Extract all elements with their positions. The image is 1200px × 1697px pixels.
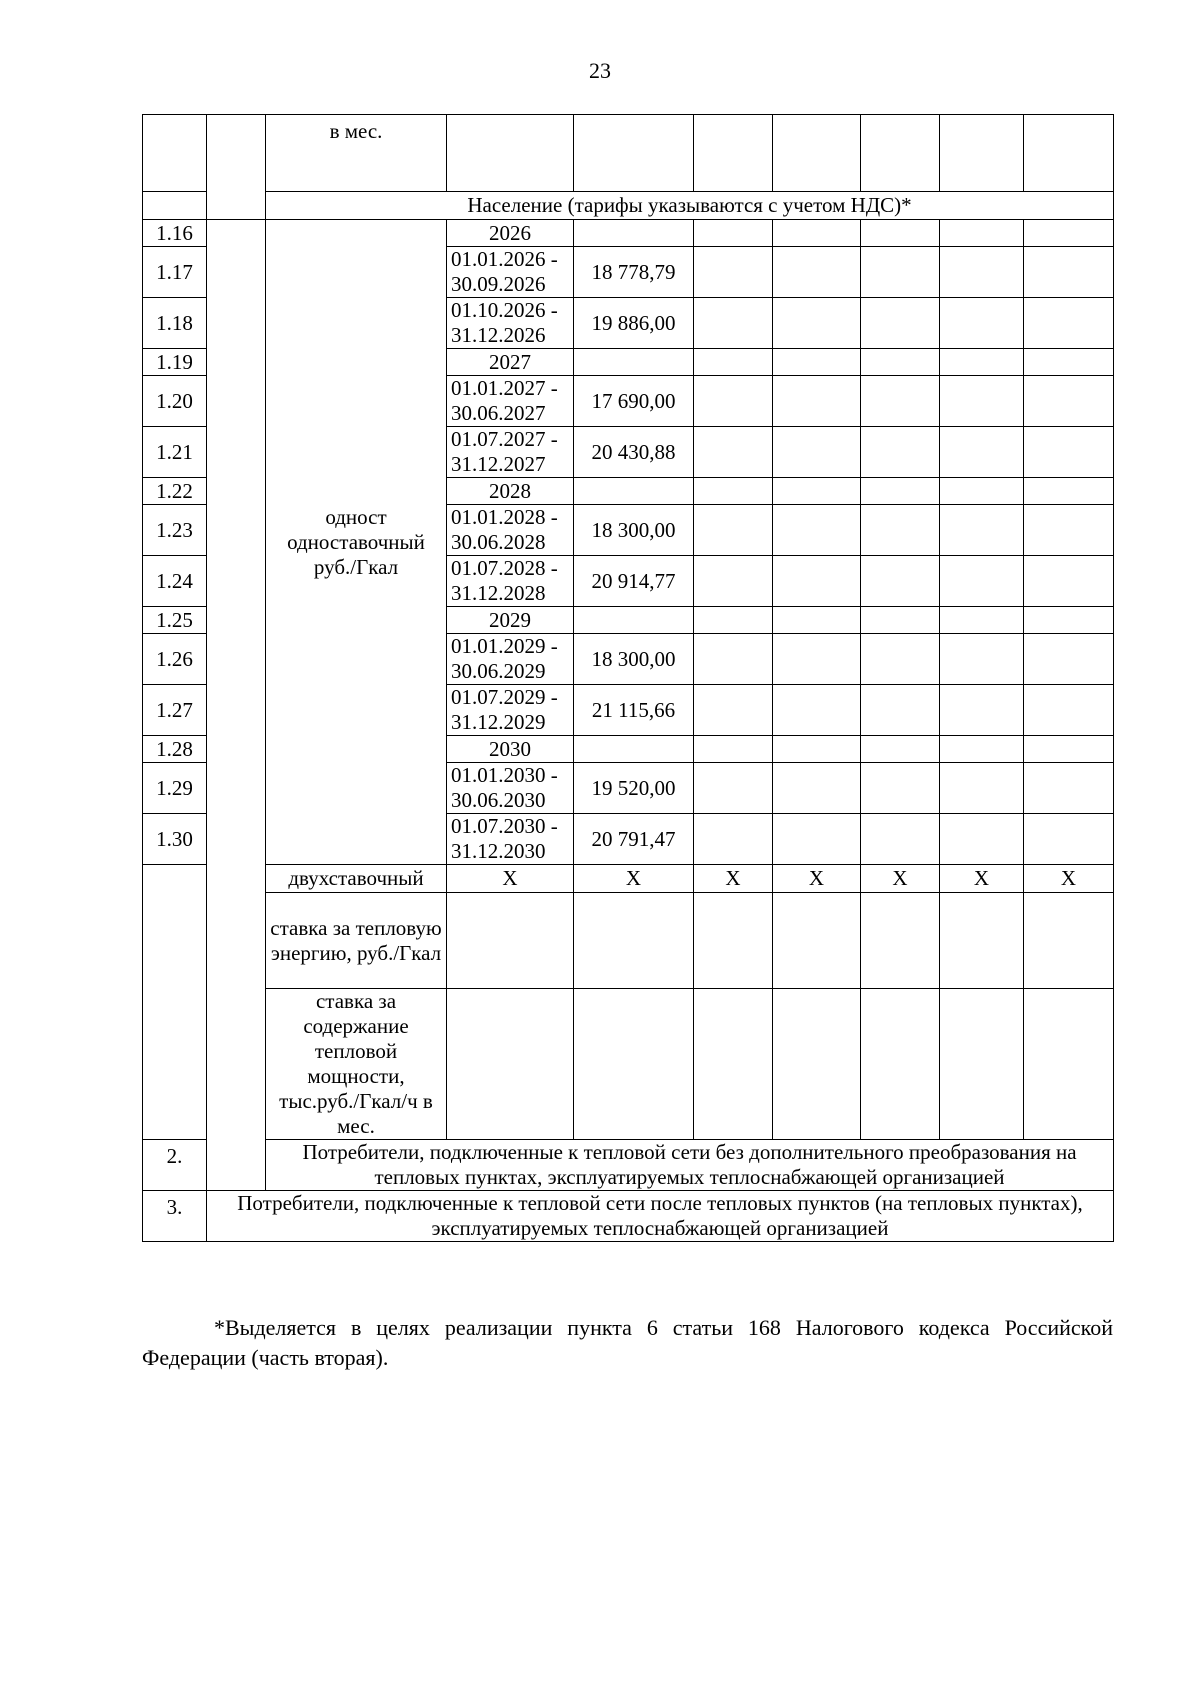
month-label: в мес.: [266, 115, 447, 192]
x-mark: X: [694, 865, 773, 893]
empty-cell: [861, 298, 940, 349]
period-cell: 01.07.2030 - 31.12.2030: [447, 814, 574, 865]
empty-cell: [773, 505, 861, 556]
empty-cell: [861, 763, 940, 814]
empty-cell: [940, 376, 1024, 427]
empty-cell: [861, 607, 940, 634]
empty-cell: [694, 634, 773, 685]
empty-cell: [694, 376, 773, 427]
empty-cell: [694, 989, 773, 1140]
empty-cell: [773, 349, 861, 376]
empty-cell: [773, 607, 861, 634]
row-number: 1.20: [143, 376, 207, 427]
empty-cell: [940, 298, 1024, 349]
empty-cell: [940, 427, 1024, 478]
tariff-value: 18 778,79: [574, 247, 694, 298]
period-cell: 2029: [447, 607, 574, 634]
population-header: Население (тарифы указываются с учетом НДС)*: [266, 192, 1114, 220]
empty-cell: [1024, 989, 1114, 1140]
empty-cell: [861, 220, 940, 247]
empty-cell: [1024, 763, 1114, 814]
tariff-value: 21 115,66: [574, 685, 694, 736]
row-number: 1.22: [143, 478, 207, 505]
row-number: 1.30: [143, 814, 207, 865]
empty-cell: [773, 478, 861, 505]
empty-cell: [940, 685, 1024, 736]
period-cell: 01.01.2026 - 30.09.2026: [447, 247, 574, 298]
empty-cell: [861, 556, 940, 607]
period-cell: 01.07.2027 - 31.12.2027: [447, 427, 574, 478]
empty-cell: [694, 736, 773, 763]
section-number: 2.: [143, 1140, 207, 1191]
empty-cell: [1024, 376, 1114, 427]
empty-cell: [694, 427, 773, 478]
empty-cell: [940, 556, 1024, 607]
empty-cell: [861, 634, 940, 685]
empty-cell: [940, 247, 1024, 298]
tariff-value: 19 520,00: [574, 763, 694, 814]
empty-cell: [861, 736, 940, 763]
tariff-value: 20 430,88: [574, 427, 694, 478]
table-row: [143, 192, 1114, 220]
two-rate-label: двухставочный: [266, 865, 447, 893]
row-number: 1.18: [143, 298, 207, 349]
empty-cell: [773, 989, 861, 1140]
tariff-value: [574, 478, 694, 505]
empty-cell: [861, 349, 940, 376]
tariff-value: 20 914,77: [574, 556, 694, 607]
empty-cell: [773, 634, 861, 685]
empty-cell: [1024, 478, 1114, 505]
empty-cell: [1024, 505, 1114, 556]
empty-cell: [940, 763, 1024, 814]
empty-cell: [694, 893, 773, 989]
row-number: 1.17: [143, 247, 207, 298]
x-mark: X: [1024, 865, 1114, 893]
row-number: 1.27: [143, 685, 207, 736]
empty-cell: [694, 505, 773, 556]
empty-cell: [773, 247, 861, 298]
empty-cell: [694, 247, 773, 298]
empty-cell: [773, 763, 861, 814]
period-cell: 2028: [447, 478, 574, 505]
one-rate-label-line: одност: [325, 504, 387, 529]
empty-cell: [773, 685, 861, 736]
empty-cell: [1024, 685, 1114, 736]
period-cell: 01.07.2029 - 31.12.2029: [447, 685, 574, 736]
row-number: 1.16: [143, 220, 207, 247]
x-mark: X: [773, 865, 861, 893]
table-row: [143, 1191, 1114, 1242]
section-number: 3.: [143, 1191, 207, 1242]
period-cell: 2030: [447, 736, 574, 763]
table-row: [143, 865, 1114, 893]
empty-cell: [1024, 607, 1114, 634]
empty-cell: [773, 376, 861, 427]
empty-cell: [940, 893, 1024, 989]
empty-cell: [1024, 736, 1114, 763]
empty-cell: [1024, 220, 1114, 247]
row-number: 1.25: [143, 607, 207, 634]
empty-cell: [694, 220, 773, 247]
empty-cell: [861, 685, 940, 736]
empty-cell: [773, 220, 861, 247]
table-row: [143, 1140, 1114, 1191]
x-mark: X: [447, 865, 574, 893]
table-row: [143, 115, 1114, 192]
empty-cell: [694, 298, 773, 349]
row-number: 1.28: [143, 736, 207, 763]
tariff-value: 19 886,00: [574, 298, 694, 349]
empty-cell: [940, 814, 1024, 865]
empty-cell: [447, 893, 574, 989]
empty-cell: [861, 814, 940, 865]
row-number: 1.29: [143, 763, 207, 814]
empty-cell: [694, 607, 773, 634]
empty-cell: [940, 220, 1024, 247]
empty-cell: [1024, 247, 1114, 298]
empty-cell: [694, 814, 773, 865]
empty-cell: [694, 556, 773, 607]
empty-cell: [940, 634, 1024, 685]
empty-cell: [940, 607, 1024, 634]
empty-cell: [940, 736, 1024, 763]
period-cell: 01.10.2026 - 31.12.2026: [447, 298, 574, 349]
empty-cell: [574, 893, 694, 989]
row-number: 1.26: [143, 634, 207, 685]
one-rate-label-line: руб./Гкал: [313, 554, 399, 579]
empty-cell: [861, 427, 940, 478]
empty-cell: [773, 298, 861, 349]
row-number: 1.21: [143, 427, 207, 478]
empty-cell: [940, 989, 1024, 1140]
empty-cell: [1024, 556, 1114, 607]
energy-rate-label: ставка за тепловую энергию, руб./Гкал: [266, 893, 447, 989]
footnote: *Выделяется в целях реализации пункта 6 статьи 168 Налогового кодекса Российской Федерации (часть вторая).: [142, 1315, 1113, 1370]
tariff-value: [574, 220, 694, 247]
tariff-value: 20 791,47: [574, 814, 694, 865]
empty-cell: [861, 247, 940, 298]
empty-cell: [940, 478, 1024, 505]
empty-cell: [1024, 634, 1114, 685]
period-cell: 01.01.2028 - 30.06.2028: [447, 505, 574, 556]
table-row: [143, 220, 1114, 247]
empty-cell: [861, 478, 940, 505]
period-cell: 01.01.2030 - 30.06.2030: [447, 763, 574, 814]
empty-cell: [861, 505, 940, 556]
x-mark: X: [940, 865, 1024, 893]
one-rate-label-line: одноставочный: [287, 529, 425, 554]
page-number: 23: [589, 58, 611, 83]
x-mark: X: [574, 865, 694, 893]
empty-cell: [1024, 814, 1114, 865]
table-row: [143, 989, 1114, 1140]
tariff-table: [142, 114, 1114, 1242]
empty-cell: [1024, 298, 1114, 349]
period-cell: 01.07.2028 - 31.12.2028: [447, 556, 574, 607]
tariff-value: 17 690,00: [574, 376, 694, 427]
empty-cell: [694, 478, 773, 505]
empty-cell: [773, 814, 861, 865]
empty-cell: [773, 556, 861, 607]
empty-cell: [694, 685, 773, 736]
period-cell: 01.01.2029 - 30.06.2029: [447, 634, 574, 685]
period-cell: 2026: [447, 220, 574, 247]
period-cell: 01.01.2027 - 30.06.2027: [447, 376, 574, 427]
tariff-value: [574, 736, 694, 763]
table-row: [143, 893, 1114, 989]
empty-cell: [447, 989, 574, 1140]
empty-cell: [1024, 349, 1114, 376]
empty-cell: [574, 989, 694, 1140]
period-cell: 2027: [447, 349, 574, 376]
one-rate-label: [266, 220, 447, 865]
section-text: Потребители, подключенные к тепловой сети после тепловых пунктов (на тепловых пунктах), эксплуатируемых теплоснабжающей организацией: [207, 1191, 1114, 1242]
empty-cell: [1024, 427, 1114, 478]
row-number-empty: [143, 865, 207, 1140]
tariff-value: 18 300,00: [574, 505, 694, 556]
row-number: 1.24: [143, 556, 207, 607]
capacity-rate-label: ставка за содержание тепловой мощности, тыс.руб./Гкал/ч в мес.: [266, 989, 447, 1140]
row-number: 1.19: [143, 349, 207, 376]
empty-cell: [773, 427, 861, 478]
empty-cell: [773, 893, 861, 989]
empty-cell: [940, 505, 1024, 556]
empty-cell: [861, 989, 940, 1140]
x-mark: X: [861, 865, 940, 893]
empty-cell: [773, 736, 861, 763]
tariff-value: 18 300,00: [574, 634, 694, 685]
empty-cell: [694, 349, 773, 376]
empty-cell: [1024, 893, 1114, 989]
empty-cell: [694, 763, 773, 814]
tariff-value: [574, 349, 694, 376]
row-number: 1.23: [143, 505, 207, 556]
spacer-cell: [207, 220, 266, 1191]
empty-cell: [940, 349, 1024, 376]
tariff-value: [574, 607, 694, 634]
empty-cell: [861, 376, 940, 427]
section-text: Потребители, подключенные к тепловой сети без дополнительного преобразования на тепловых пунктах, эксплуатируемых теплоснабжающей организацией: [266, 1140, 1114, 1191]
empty-cell: [861, 893, 940, 989]
